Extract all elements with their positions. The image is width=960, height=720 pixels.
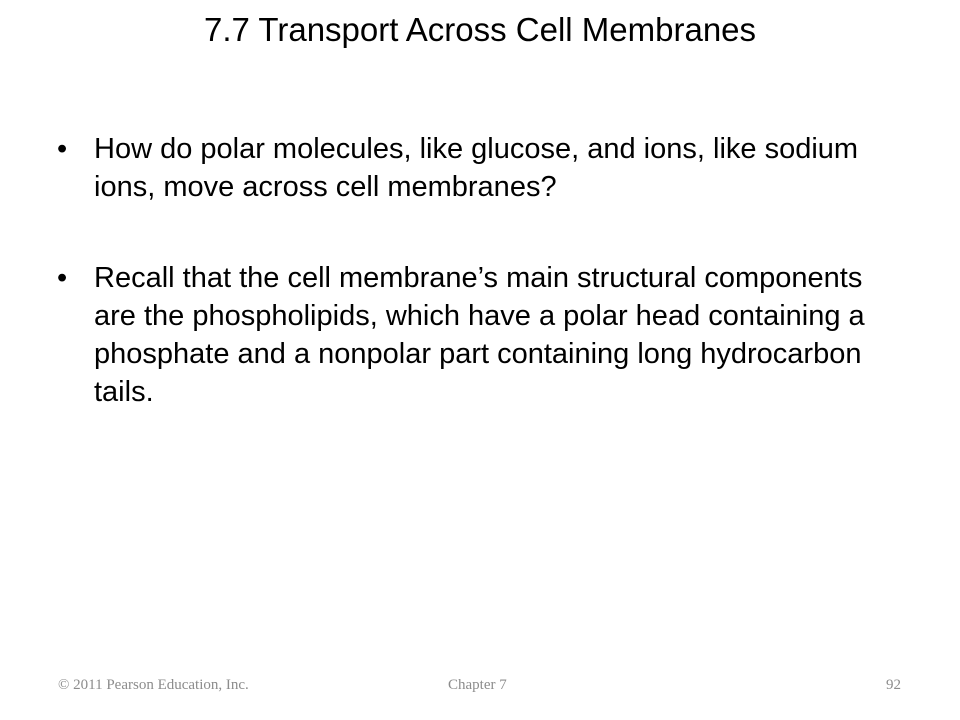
footer-copyright: © 2011 Pearson Education, Inc. (58, 677, 249, 693)
footer-chapter: Chapter 7 (448, 677, 507, 693)
bullet-item (57, 259, 907, 411)
bullet-marker: • (57, 133, 68, 165)
bullet-text: How do polar molecules, like glucose, and ions, like sodium ions, move across cell membranes? (94, 133, 859, 203)
bullet-marker: • (57, 262, 68, 294)
page-number: 92 (886, 677, 901, 693)
slide-title: 7.7 Transport Across Cell Membranes (203, 11, 757, 48)
bullet-text: Recall that the cell membrane’s main structural components are the phospholipids, which have a polar head containing a phosphate and a nonpolar part containing long hydrocarbon tails. (94, 262, 865, 408)
bullet-item (57, 130, 907, 206)
bullet-list (57, 130, 907, 464)
